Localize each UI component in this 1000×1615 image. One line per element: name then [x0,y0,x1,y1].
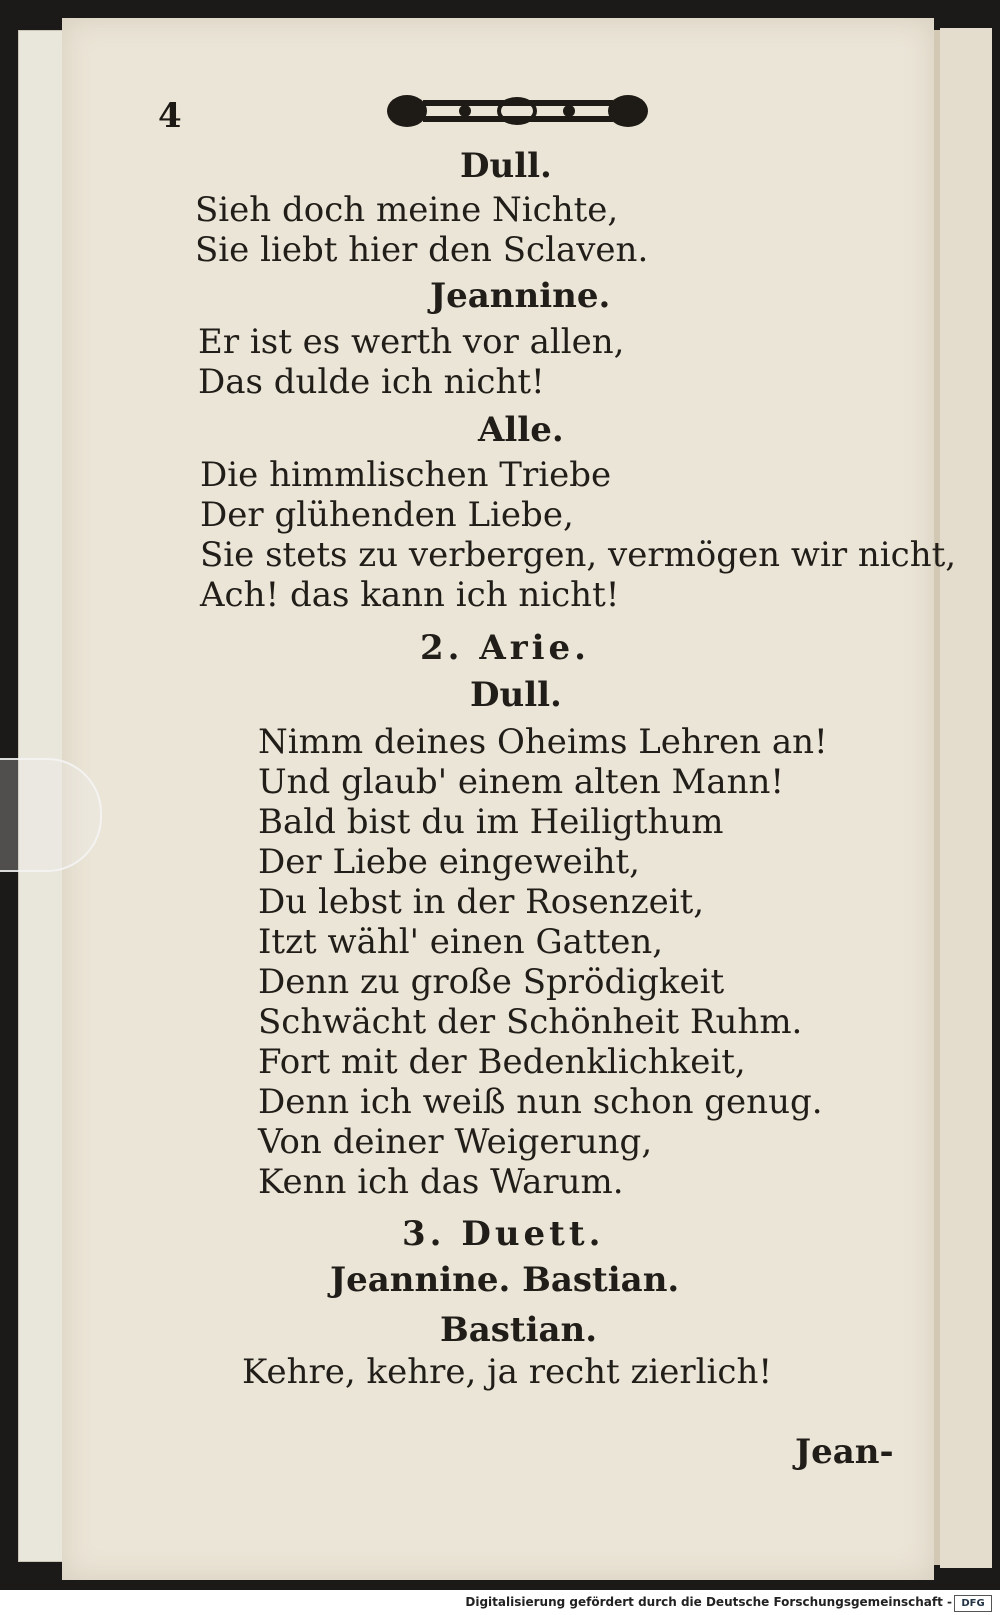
speaker-name: Dull. [460,146,552,186]
verse-line: Der glühenden Liebe, [200,495,574,535]
speaker-name: Bastian. [440,1310,598,1350]
verse-line: Sie stets zu verbergen, vermögen wir nicht, [200,535,957,575]
section-heading: 3. Duett. [402,1214,605,1254]
verse-line: Das dulde ich nicht! [198,362,545,402]
right-leaf [940,28,992,1568]
ornament-vignette [385,88,650,134]
verse-line: Er ist es werth vor allen, [198,322,625,362]
page-number: 4 [158,96,182,136]
verse-line: Sieh doch meine Nichte, [195,190,619,230]
verse-line: Nimm deines Oheims Lehren an! [258,722,828,762]
verse-line: Ach! das kann ich nicht! [200,575,620,615]
speaker-name: Alle. [478,410,564,450]
dfg-logo: DFG [954,1595,992,1612]
verse-line: Denn zu große Sprödigkeit [258,962,725,1002]
verse-line: Sie liebt hier den Sclaven. [195,230,649,270]
verse-line: Bald bist du im Heiligthum [258,802,724,842]
section-heading: 2. Arie. [420,628,591,668]
plastic-clip [0,758,102,872]
speaker-name: Jeannine. Bastian. [330,1260,680,1300]
verse-line: Fort mit der Bedenklichkeit, [258,1042,746,1082]
verse-line: Die himmlischen Triebe [200,455,612,495]
verse-line: Schwächt der Schönheit Ruhm. [258,1002,803,1042]
footer-bar [0,1590,1000,1615]
speaker-name: Dull. [470,675,562,715]
footer-credit: Digitalisierung gefördert durch die Deutsche Forschungsgemeinschaft - [465,1595,952,1609]
catchword: Jean- [795,1432,894,1472]
verse-line: Der Liebe eingeweiht, [258,842,640,882]
verse-line: Von deiner Weigerung, [258,1122,653,1162]
verse-line: Kehre, kehre, ja recht zierlich! [242,1352,773,1392]
verse-line: Itzt wähl' einen Gatten, [258,922,664,962]
speaker-name: Jeannine. [430,276,611,316]
verse-line: Denn ich weiß nun schon genug. [258,1082,823,1122]
verse-line: Und glaub' einem alten Mann! [258,762,785,802]
verse-line: Kenn ich das Warum. [258,1162,624,1202]
verse-line: Du lebst in der Rosenzeit, [258,882,705,922]
